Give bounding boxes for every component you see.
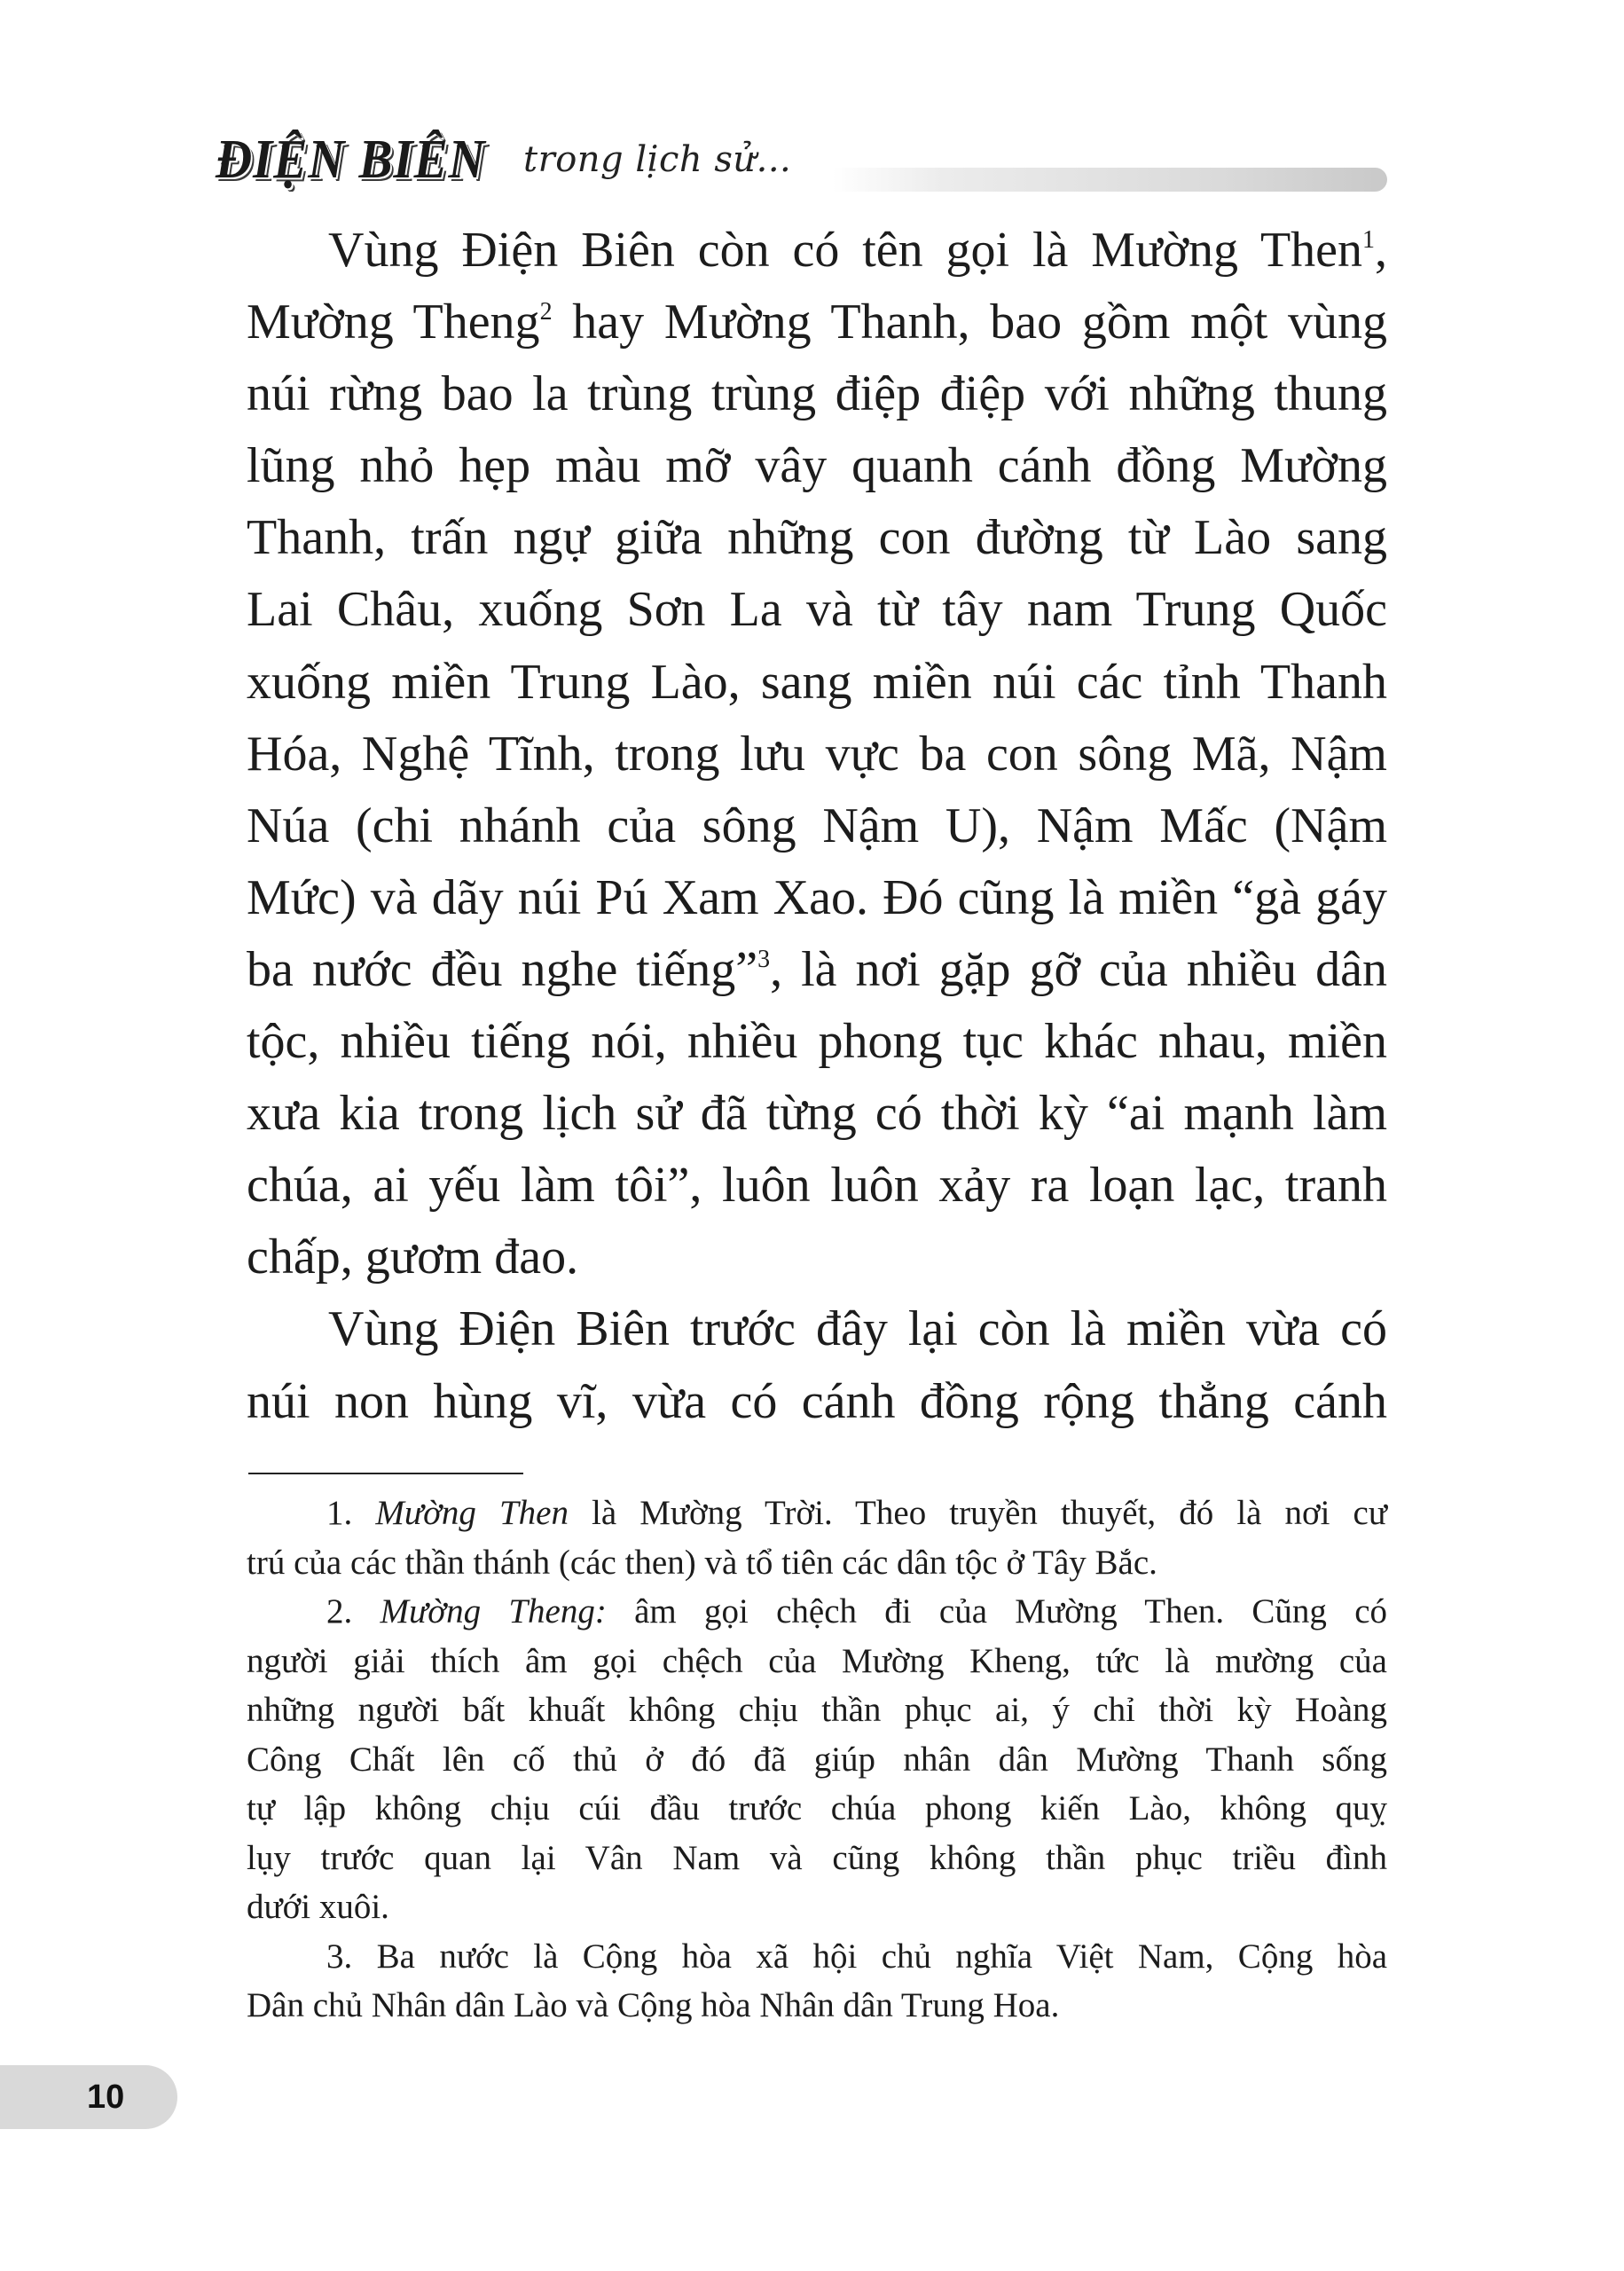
footnote-line: những người bất khuất không chịu thần phục ai, ý chỉ thời kỳ Hoàng bbox=[247, 1691, 1387, 1729]
footnote-line: Công Chất lên cố thủ ở đó đã giúp nhân dân Mường Thanh sống bbox=[247, 1740, 1387, 1779]
footnote-line: tự lập không chịu cúi đầu trước chúa phong kiến Lào, không quỵ bbox=[247, 1789, 1387, 1827]
footnote-line: dưới xuôi. bbox=[247, 1888, 389, 1926]
footnote-line: trú của các thần thánh (các then) và tổ tiên các dân tộc ở Tây Bắc. bbox=[247, 1543, 1157, 1582]
footnote-ref-3[interactable]: 3 bbox=[757, 945, 771, 973]
footnote-separator bbox=[248, 1473, 523, 1474]
footnote-line: Dân chủ Nhân dân Lào và Cộng hòa Nhân dân Trung Hoa. bbox=[247, 1986, 1060, 2024]
body-line: núi non hùng vĩ, vừa có cánh đồng rộng thẳng cánh bbox=[247, 1373, 1387, 1429]
footnote-line: 3. Ba nước là Cộng hòa xã hội chủ nghĩa Việt Nam, Cộng hòa bbox=[326, 1937, 1387, 1976]
running-header-title: ĐIỆN BIÊN bbox=[216, 130, 486, 190]
body-line: lũng nhỏ hẹp màu mỡ vây quanh cánh đồng Mường bbox=[247, 438, 1387, 494]
body-line: núi rừng bao la trùng trùng điệp điệp với những thung bbox=[247, 366, 1387, 422]
body-line: chấp, gươm đao. bbox=[247, 1230, 579, 1285]
header-decorative-bar bbox=[832, 168, 1387, 192]
footnote-line: 2. Mường Theng: âm gọi chệch đi của Mường Then. Cũng có bbox=[326, 1592, 1388, 1631]
body-line: xưa kia trong lịch sử đã từng có thời kỳ “ai mạnh làm bbox=[247, 1086, 1387, 1142]
body-line: tộc, nhiều tiếng nói, nhiều phong tục khác nhau, miền bbox=[247, 1014, 1387, 1070]
body-line: Thanh, trấn ngự giữa những con đường từ Lào sang bbox=[247, 510, 1387, 566]
running-header-subtitle: trong lịch sử... bbox=[523, 139, 792, 180]
body-text bbox=[247, 215, 1387, 1438]
body-line: ba nước đều nghe tiếng”$^3$, là nơi gặp gỡ của nhiều dân bbox=[247, 941, 1387, 997]
body-line: Hóa, Nghệ Tĩnh, trong lưu vực ba con sông Mã, Nậm bbox=[247, 726, 1387, 782]
body-line: Núa (chi nhánh của sông Nậm U), Nậm Mấc (Nậm bbox=[247, 798, 1387, 853]
body-line: Lai Châu, xuống Sơn La và từ tây nam Trung Quốc bbox=[247, 582, 1387, 638]
body-line: Mường Theng$^2$ hay Mường Thanh, bao gồm một vùng bbox=[247, 295, 1387, 350]
body-line: xuống miền Trung Lào, sang miền núi các tỉnh Thanh bbox=[247, 654, 1387, 710]
footnote-line: người giải thích âm gọi chệch của Mường Kheng, tức là mường của bbox=[247, 1641, 1387, 1680]
body-line: Mức) và dãy núi Pú Xam Xao. Đó cũng là miền “gà gáy bbox=[247, 869, 1387, 925]
body-line: Vùng Điện Biên còn có tên gọi là Mường Then$^1$, bbox=[328, 223, 1387, 278]
body-line: chúa, ai yếu làm tôi”, luôn luôn xảy ra loạn lạc, tranh bbox=[247, 1158, 1387, 1214]
footnote-ref-1[interactable]: 1 bbox=[1362, 226, 1375, 254]
footnote-ref-2[interactable]: 2 bbox=[539, 298, 553, 326]
footnotes bbox=[247, 1489, 1387, 2031]
footnote-line: lụy trước quan lại Vân Nam và cũng không thần phục triều đình bbox=[247, 1838, 1387, 1877]
footnote-line: 1. Mường Then là Mường Trời. Theo truyền thuyết, đó là nơi cư bbox=[326, 1494, 1388, 1532]
page-number: 10 bbox=[87, 2078, 125, 2116]
body-line: Vùng Điện Biên trước đây lại còn là miền vừa có bbox=[328, 1301, 1387, 1357]
